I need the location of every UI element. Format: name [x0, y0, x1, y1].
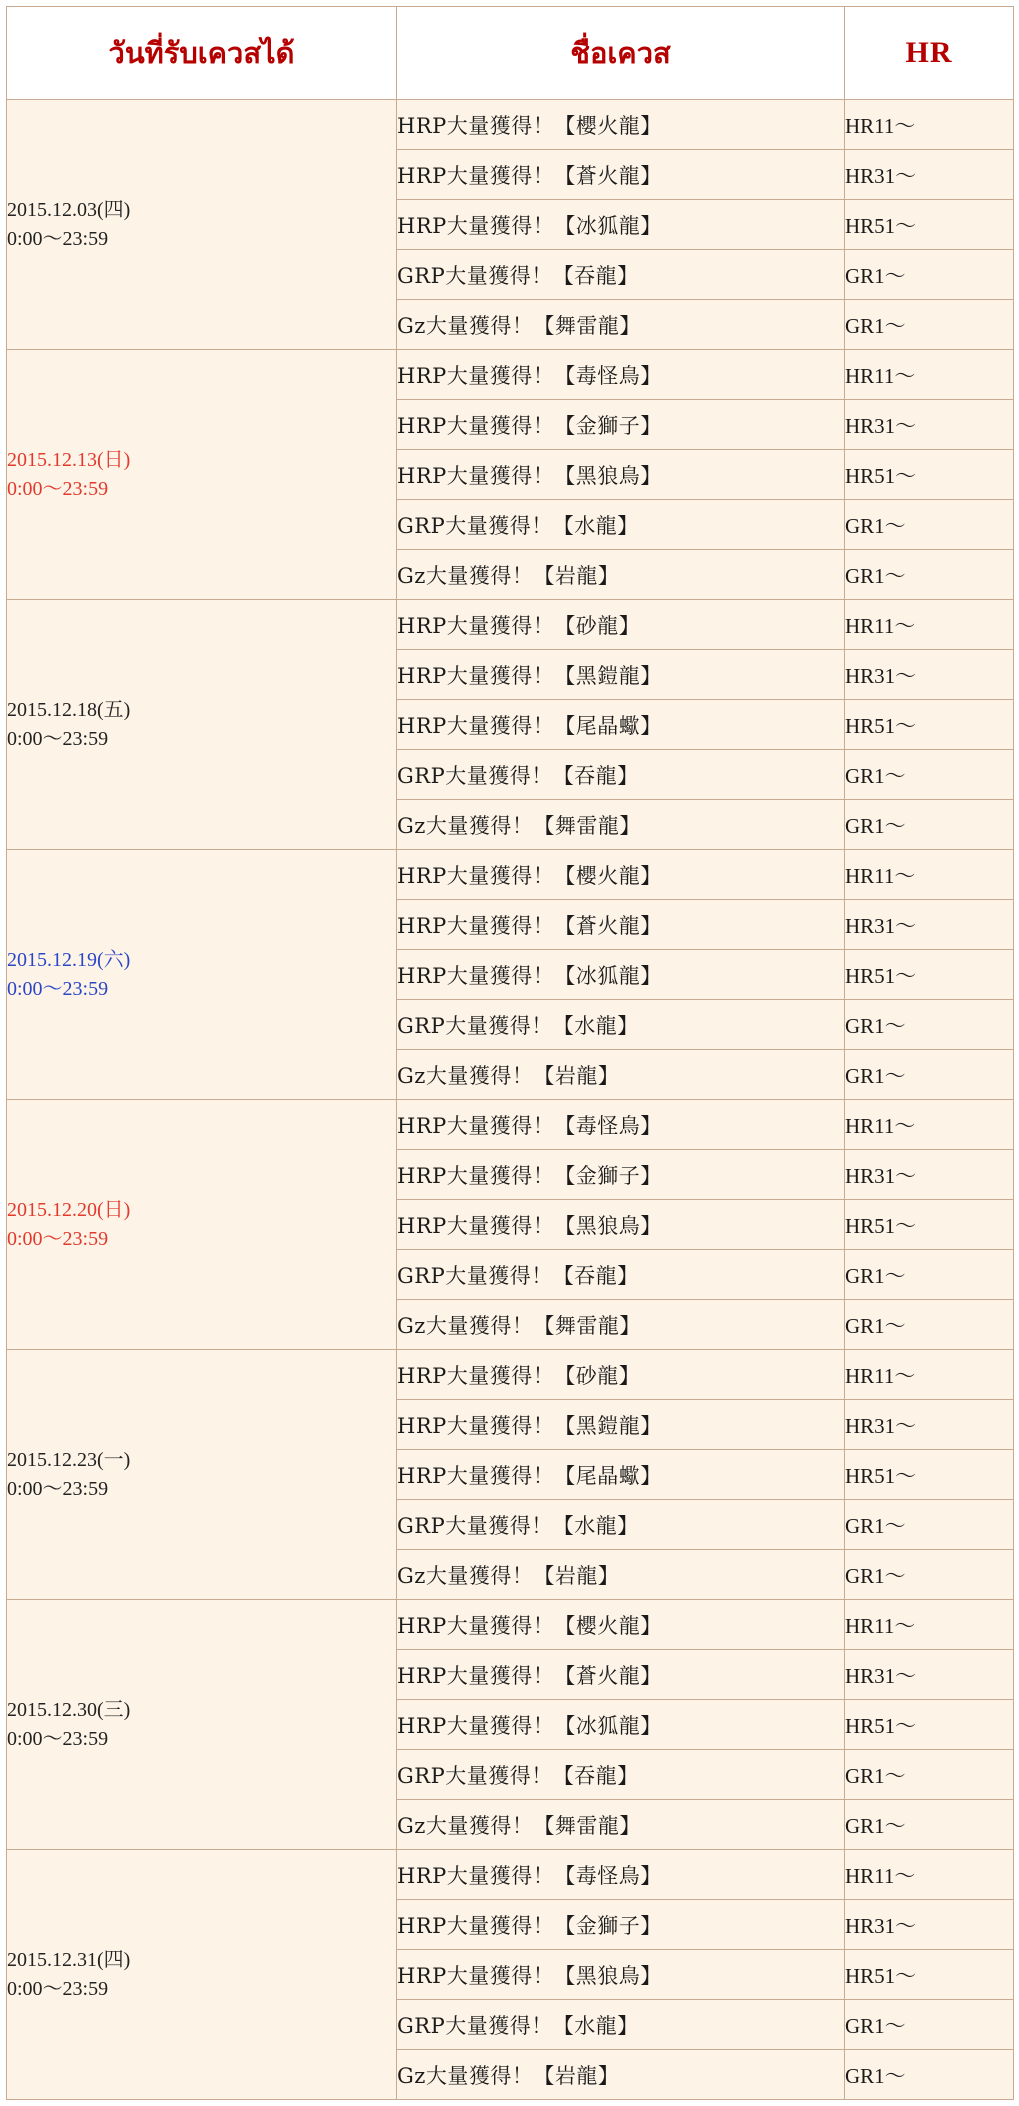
quest-hr-cell: GR1〜 [845, 750, 1014, 800]
quest-hr-cell: HR51〜 [845, 1950, 1014, 2000]
quest-date-cell [7, 1600, 397, 1850]
quest-name-cell: HRP大量獲得！【毒怪鳥】 [397, 1100, 845, 1150]
column-header-quest-name: ชื่อเควส [397, 7, 845, 100]
table-header-row [7, 7, 1014, 100]
quest-name-cell: GRP大量獲得！【水龍】 [397, 2000, 845, 2050]
quest-schedule-table [6, 6, 1014, 2100]
quest-name-cell: Gz大量獲得！【舞雷龍】 [397, 1300, 845, 1350]
quest-date-cell [7, 600, 397, 850]
quest-hr-cell: HR11〜 [845, 1600, 1014, 1650]
quest-hr-cell: GR1〜 [845, 1050, 1014, 1100]
table-row [7, 350, 1014, 400]
quest-date-cell [7, 350, 397, 600]
quest-name-cell: HRP大量獲得！【冰狐龍】 [397, 1700, 845, 1750]
quest-hr-cell: GR1〜 [845, 250, 1014, 300]
quest-hr-cell: GR1〜 [845, 2050, 1014, 2100]
quest-hr-cell: GR1〜 [845, 500, 1014, 550]
quest-hr-cell: HR31〜 [845, 150, 1014, 200]
quest-hr-cell: GR1〜 [845, 1750, 1014, 1800]
quest-time-range: 0:00〜23:59 [7, 1477, 109, 1500]
quest-name-cell: HRP大量獲得！【毒怪鳥】 [397, 350, 845, 400]
quest-date-cell [7, 850, 397, 1100]
quest-hr-cell: GR1〜 [845, 1250, 1014, 1300]
quest-time-range: 0:00〜23:59 [7, 1227, 109, 1250]
quest-hr-cell: HR11〜 [845, 1100, 1014, 1150]
quest-name-cell: Gz大量獲得！【岩龍】 [397, 1550, 845, 1600]
quest-name-cell: HRP大量獲得！【金獅子】 [397, 1900, 845, 1950]
column-header-date: วันที่รับเควสได้ [7, 7, 397, 100]
table-row [7, 600, 1014, 650]
quest-date-cell [7, 1100, 397, 1350]
quest-date-cell [7, 1850, 397, 2100]
table-row [7, 850, 1014, 900]
quest-name-cell: HRP大量獲得！【黑鎧龍】 [397, 1400, 845, 1450]
quest-name-cell: HRP大量獲得！【冰狐龍】 [397, 200, 845, 250]
quest-date: 2015.12.20(日) [7, 1198, 131, 1221]
quest-date: 2015.12.19(六) [7, 948, 131, 971]
quest-hr-cell: GR1〜 [845, 1000, 1014, 1050]
quest-name-cell: GRP大量獲得！【吞龍】 [397, 250, 845, 300]
quest-hr-cell: GR1〜 [845, 1300, 1014, 1350]
quest-date-cell [7, 100, 397, 350]
quest-hr-cell: HR31〜 [845, 1400, 1014, 1450]
quest-date: 2015.12.13(日) [7, 448, 131, 471]
quest-time-range: 0:00〜23:59 [7, 227, 109, 250]
quest-name-cell: Gz大量獲得！【舞雷龍】 [397, 800, 845, 850]
quest-name-cell: Gz大量獲得！【舞雷龍】 [397, 300, 845, 350]
quest-name-cell: HRP大量獲得！【尾晶蠍】 [397, 1450, 845, 1500]
quest-name-cell: Gz大量獲得！【舞雷龍】 [397, 1800, 845, 1850]
quest-date: 2015.12.03(四) [7, 198, 131, 221]
quest-time-range: 0:00〜23:59 [7, 1727, 109, 1750]
quest-name-cell: HRP大量獲得！【黑鎧龍】 [397, 650, 845, 700]
column-header-hr: HR [845, 7, 1014, 100]
quest-name-cell: GRP大量獲得！【水龍】 [397, 1000, 845, 1050]
quest-hr-cell: HR11〜 [845, 600, 1014, 650]
quest-name-cell: GRP大量獲得！【水龍】 [397, 1500, 845, 1550]
quest-hr-cell: HR51〜 [845, 700, 1014, 750]
table-row [7, 1850, 1014, 1900]
quest-name-cell: HRP大量獲得！【櫻火龍】 [397, 1600, 845, 1650]
quest-hr-cell: HR51〜 [845, 450, 1014, 500]
quest-name-cell: GRP大量獲得！【水龍】 [397, 500, 845, 550]
quest-hr-cell: GR1〜 [845, 800, 1014, 850]
quest-name-cell: HRP大量獲得！【毒怪鳥】 [397, 1850, 845, 1900]
quest-time-range: 0:00〜23:59 [7, 727, 109, 750]
quest-hr-cell: HR11〜 [845, 1850, 1014, 1900]
quest-name-cell: GRP大量獲得！【吞龍】 [397, 1250, 845, 1300]
quest-name-cell: HRP大量獲得！【櫻火龍】 [397, 850, 845, 900]
quest-hr-cell: HR31〜 [845, 1650, 1014, 1700]
table-row [7, 1100, 1014, 1150]
quest-date: 2015.12.30(三) [7, 1698, 131, 1721]
quest-hr-cell: HR51〜 [845, 1700, 1014, 1750]
quest-name-cell: HRP大量獲得！【蒼火龍】 [397, 1650, 845, 1700]
quest-hr-cell: HR51〜 [845, 1450, 1014, 1500]
quest-name-cell: HRP大量獲得！【金獅子】 [397, 1150, 845, 1200]
table-body [7, 100, 1014, 2100]
quest-name-cell: HRP大量獲得！【黑狼鳥】 [397, 1200, 845, 1250]
quest-hr-cell: GR1〜 [845, 2000, 1014, 2050]
quest-hr-cell: HR31〜 [845, 900, 1014, 950]
quest-hr-cell: HR31〜 [845, 650, 1014, 700]
quest-hr-cell: HR11〜 [845, 1350, 1014, 1400]
quest-hr-cell: HR51〜 [845, 950, 1014, 1000]
quest-hr-cell: HR11〜 [845, 100, 1014, 150]
quest-hr-cell: GR1〜 [845, 1800, 1014, 1850]
quest-time-range: 0:00〜23:59 [7, 1977, 109, 2000]
table-row [7, 1350, 1014, 1400]
quest-hr-cell: HR31〜 [845, 1150, 1014, 1200]
quest-name-cell: HRP大量獲得！【黑狼鳥】 [397, 450, 845, 500]
quest-date-cell [7, 1350, 397, 1600]
quest-name-cell: HRP大量獲得！【黑狼鳥】 [397, 1950, 845, 2000]
quest-date: 2015.12.23(一) [7, 1448, 131, 1471]
quest-name-cell: HRP大量獲得！【砂龍】 [397, 1350, 845, 1400]
quest-hr-cell: HR51〜 [845, 1200, 1014, 1250]
quest-name-cell: HRP大量獲得！【砂龍】 [397, 600, 845, 650]
quest-name-cell: Gz大量獲得！【岩龍】 [397, 550, 845, 600]
quest-name-cell: Gz大量獲得！【岩龍】 [397, 2050, 845, 2100]
quest-name-cell: HRP大量獲得！【蒼火龍】 [397, 150, 845, 200]
quest-name-cell: HRP大量獲得！【冰狐龍】 [397, 950, 845, 1000]
quest-name-cell: Gz大量獲得！【岩龍】 [397, 1050, 845, 1100]
quest-name-cell: GRP大量獲得！【吞龍】 [397, 1750, 845, 1800]
quest-date: 2015.12.31(四) [7, 1948, 131, 1971]
quest-hr-cell: GR1〜 [845, 1500, 1014, 1550]
table-row [7, 100, 1014, 150]
quest-time-range: 0:00〜23:59 [7, 977, 109, 1000]
quest-name-cell: HRP大量獲得！【櫻火龍】 [397, 100, 845, 150]
quest-name-cell: HRP大量獲得！【蒼火龍】 [397, 900, 845, 950]
quest-hr-cell: HR11〜 [845, 850, 1014, 900]
quest-hr-cell: GR1〜 [845, 550, 1014, 600]
quest-hr-cell: GR1〜 [845, 300, 1014, 350]
quest-hr-cell: HR31〜 [845, 1900, 1014, 1950]
quest-hr-cell: HR51〜 [845, 200, 1014, 250]
table-row [7, 1600, 1014, 1650]
quest-name-cell: HRP大量獲得！【尾晶蠍】 [397, 700, 845, 750]
quest-date: 2015.12.18(五) [7, 698, 131, 721]
quest-hr-cell: HR11〜 [845, 350, 1014, 400]
table-header [7, 7, 1014, 100]
quest-hr-cell: GR1〜 [845, 1550, 1014, 1600]
quest-time-range: 0:00〜23:59 [7, 477, 109, 500]
quest-hr-cell: HR31〜 [845, 400, 1014, 450]
quest-name-cell: HRP大量獲得！【金獅子】 [397, 400, 845, 450]
quest-name-cell: GRP大量獲得！【吞龍】 [397, 750, 845, 800]
